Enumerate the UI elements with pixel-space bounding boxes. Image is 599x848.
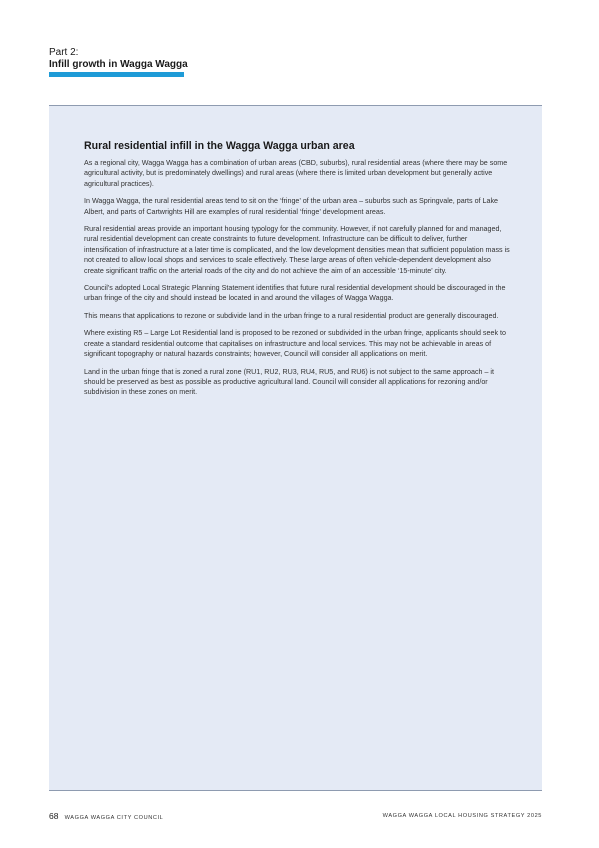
document-title: WAGGA WAGGA LOCAL HOUSING STRATEGY 2025 <box>382 813 542 819</box>
paragraph-7: Land in the urban fringe that is zoned a rural zone (RU1, RU2, RU3, RU4, RU5, and RU6) is not subject to the same approach – it should be preserved as best as possible as productive agricultural land. Council will consider all applications for rezoning and/or subdivision in these zones on merit. <box>84 367 495 397</box>
content-area <box>84 140 510 405</box>
paragraph-6: Where existing R5 – Large Lot Residential land is proposed to be rezoned or subdivided in the urban fringe, applicants should seek to create a standard residential outcome that capitalises on infrastructure and local services. This may not be achievable in areas of significant topography or natural hazards constraints; however, Council will consider all applications on merit. <box>84 329 506 359</box>
section-heading: Rural residential infill in the Wagga Wagga urban area <box>84 140 355 152</box>
publisher-name: WAGGA WAGGA CITY COUNCIL <box>64 815 164 821</box>
paragraph-1: As a regional city, Wagga Wagga has a combination of urban areas (CBD, suburbs), rural residential areas (where there may be some agricultural activity, but is predominately dwellings) and rural areas (where there is limited urban development but generally active agricultural practices). <box>84 159 508 188</box>
paragraph-5: This means that applications to rezone or subdivide land in the urban fringe to a rural residential product are generally discouraged. <box>84 311 499 320</box>
section-label <box>49 47 188 70</box>
page-number: 68 <box>49 811 59 821</box>
paragraph-2: In Wagga Wagga, the rural residential areas tend to sit on the ‘fringe’ of the urban area – suburbs such as Springvale, parts of Lake Albert, and parts of Cartwrights Hill are examples of rural residential ‘fringe’ development areas. <box>84 197 498 216</box>
paragraph-3: Rural residential areas provide an important housing typology for the community. However, if not carefully planned for and managed, rural residential development can create constraints to future development. Infrastructure can be difficult to deliver, further intensification of infrastructure at a later time is complicated, and the low development densities mean that sufficient population mass is not created to allow local shops and services to scale effectively. These large areas of often vehicle-dependent development also create significant traffic on the arterial roads of the city and do not achieve the aim of an accessible ‘15-minute’ city. <box>84 225 510 275</box>
paragraph-4: Council’s adopted Local Strategic Planning Statement identifies that future rural residential development should be discouraged in the urban fringe of the city and should instead be located in and around the villages of Wagga Wagga. <box>84 284 506 303</box>
part-number: Part 2: <box>49 47 79 58</box>
accent-bar <box>49 72 184 77</box>
section-title: Infill growth in Wagga Wagga <box>49 58 188 70</box>
footer-left <box>49 811 163 821</box>
